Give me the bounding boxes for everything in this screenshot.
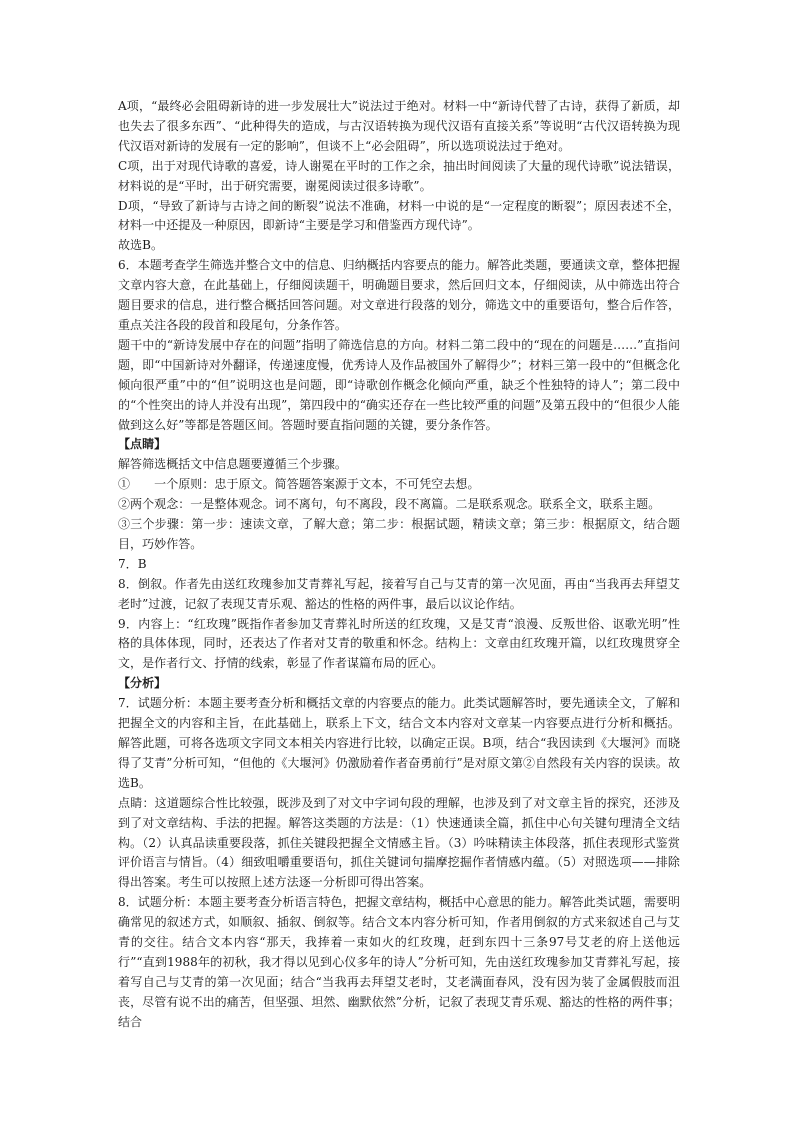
- paragraph-q7-analysis: 7．试题分析：本题主要考查分析和概括文章的内容要点的能力。此类试题解答时，要先通读全文，了解和把握全文的内容和主旨，在此基础上，联系上下文，结合文本内容对文章某一内容要点进行分析和概括。解答此题，可将各选项文字同文本相关内容进行比较，以确定正误。B项，结合“我因读到《大堰河》而晓得了艾青”分析可知，“但他的《大堰河》仍激励着作者奋勇前行”是对原文第②自然段有关内容的误读。故选B。: [118, 696, 680, 790]
- paragraph-q8-answer: 8．倒叙。作者先由送红玫瑰参加艾青葬礼写起，接着写自己与艾青的第一次见面，再由“当我再去拜望艾老时”过渡，记叙了表现艾青乐观、豁达的性格的两件事，最后以议论作结。: [118, 576, 680, 611]
- paragraph-q6-intro: 6．本题考查学生筛选并整合文中的信息、归纳概括内容要点的能力。解答此类题，要通读文章，整体把握文章内容大意，在此基础上，仔细阅读题干，明确题目要求，然后回归文本，仔细阅读，从中筛选出符合题目要求的信息，进行整合概括回答问题。对文章进行段落的划分，筛选文中的重要语句，整合后作答，重点关注各段的段首和段尾句，分条作答。: [118, 258, 680, 332]
- paragraph-a-option: A项，“最终必会阻碍新诗的进一步发展壮大”说法过于绝对。材料一中“新诗代替了古诗，获得了新质，却也失去了很多东西”、“此种得失的造成，与古汉语转换为现代汉语有直接关系”等说明“古代汉语转换为现代汉语对新诗的发展有一定的影响”，但谈不上“必会阻碍”，所以选项说法过于绝对。: [118, 99, 680, 153]
- paragraph-step-1: ① 一个原则：忠于原文。简答题答案源于文本，不可凭空去想。: [118, 477, 480, 492]
- paragraph-step-3: ③三个步骤：第一步：速读文章，了解大意；第二步：根据试题，精读文章；第三步：根据原文，结合题目，巧妙作答。: [118, 517, 680, 551]
- paragraph-q7-answer: 7．B: [118, 556, 147, 571]
- paragraph-step-2: ②两个观念：一是整体观念。词不离句，句不离段，段不离篇。二是联系观念。联系全文，联系主题。: [118, 497, 661, 512]
- paragraph-fenxi: 【分析】: [118, 676, 167, 691]
- paragraph-q8-analysis: 8．试题分析：本题主要考查分析语言特色，把握文章结构，概括中心意思的能力。解答此类试题，需要明确常见的叙述方式，如顺叙、插叙、倒叙等。结合文本内容分析可知，作者用倒叙的方式来叙述自己与艾青的交往。结合文本内容“那天，我捧着一束如火的红玫瑰，赶到东四十三条97号艾老的府上送他远行”“直到1988年的初秋，我才得以见到心仪多年的诗人”分析可知，先由送红玫瑰参加艾青葬礼写起，接着写自己与艾青的第一次见面；结合“当我再去拜望艾老时，艾老满面春风，没有因为装了金属假肢而沮丧，尽管有说不出的痛苦，但坚强、坦然、幽默依然”分析，记叙了表现艾青乐观、豁达的性格的两件事；结合: [118, 895, 680, 1029]
- paragraph-answer-b: 故选B。: [118, 238, 164, 253]
- paragraph-q6-detail: 题干中的“新诗发展中存在的问题”指明了筛选信息的方向。材料二第二段中的“现在的问题是……”直指问题，即“中国新诗对外翻译，传递速度慢，优秀诗人及作品被国外了解得少”；材料三第一段中的“但概念化倾向很严重”中的“但”说明这也是问题，即“诗歌创作概念化倾向严重，缺乏个性独特的诗人”；第二段中的“个性突出的诗人并没有出现”，第四段中的“确实还存在一些比较严重的问题”及第五段中的“但很少人能做到这么好”等都是答题区间。答题时要直指问题的关键，要分条作答。: [118, 337, 680, 432]
- paragraph-dianjing-2: 点睛：这道题综合性比较强，既涉及到了对文中字词句段的理解，也涉及到了对文章主旨的探究，还涉及到了对文章结构、手法的把握。解答这类题的方法是：（1）快速通读全篇，抓住中心句关键句理清全文结构。（2）认真品读重要段落，抓住关键段把握全文情感主旨。（3）吟味精读主体段落，抓住表现形式鉴赏评价语言与情旨。（4）细致咀嚼重要语句，抓住关键词句揣摩挖掘作者情感内蕴。（5）对照选项——排除得出答案。考生可以按照上述方法逐一分析即可得出答案。: [118, 795, 680, 890]
- paragraph-d-option: D项，“导致了新诗与古诗之间的断裂”说法不准确，材料一中说的是“一定程度的断裂”；原因表述不全，材料一中还提及一种原因，即新诗“主要是学习和借鉴西方现代诗”。: [118, 198, 680, 233]
- paragraph-q9-answer: 9．内容上：“红玫瑰”既指作者参加艾青葬礼时所送的红玫瑰，又是艾青“浪漫、反叛世俗、讴歌光明”性格的具体体现，同时，还表达了作者对艾青的敬重和怀念。结构上：文章由红玫瑰开篇，以红玫瑰贯穿全文，是作者行文、抒情的线索，彰显了作者谋篇布局的匠心。: [118, 616, 680, 671]
- paragraph-steps-intro: 解答筛选概括文中信息题要遵循三个步骤。: [118, 457, 347, 472]
- paragraph-dianjing-1: 【点睛】: [118, 437, 167, 452]
- paragraph-c-option: C项，出于对现代诗歌的喜爱，诗人谢冕在平时的工作之余，抽出时间阅读了大量的现代诗歌”说法错误，材料说的是“平时，出于研究需要，谢冕阅读过很多诗歌”。: [118, 158, 680, 193]
- document-body: [118, 97, 680, 1033]
